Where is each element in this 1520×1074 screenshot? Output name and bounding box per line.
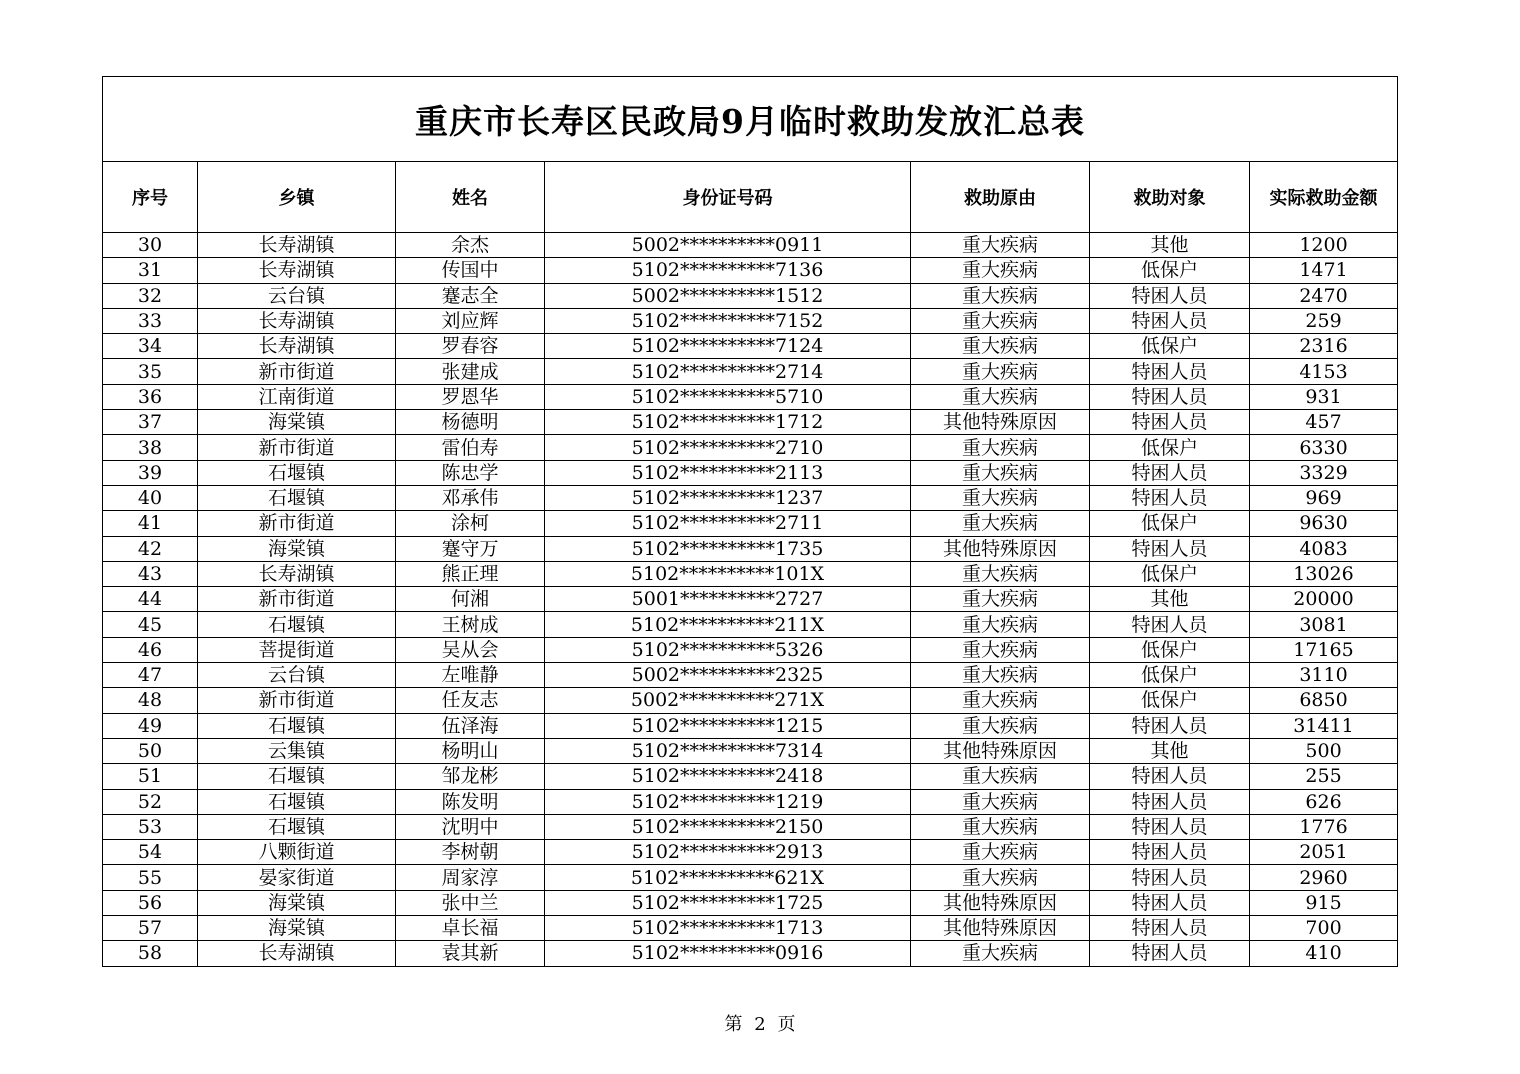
cell-name: 邹龙彬 (396, 764, 545, 789)
cell-name: 张中兰 (396, 890, 545, 915)
cell-amount: 4153 (1250, 359, 1398, 384)
cell-amount: 6850 (1250, 688, 1398, 713)
cell-amount: 4083 (1250, 536, 1398, 561)
cell-serial: 52 (103, 789, 198, 814)
cell-serial: 40 (103, 485, 198, 510)
table-row (103, 941, 1398, 966)
cell-id-number: 5102**********0916 (545, 941, 911, 966)
cell-reason: 重大疾病 (911, 663, 1090, 688)
column-header-recipient-type: 救助对象 (1090, 162, 1250, 233)
cell-township: 长寿湖镇 (198, 308, 396, 333)
cell-township: 石堰镇 (198, 814, 396, 839)
cell-serial: 44 (103, 587, 198, 612)
cell-name: 任友志 (396, 688, 545, 713)
page-number: 2 (754, 1014, 766, 1035)
cell-name: 涂柯 (396, 511, 545, 536)
cell-name: 李树朝 (396, 840, 545, 865)
cell-recipient-type: 特困人员 (1090, 384, 1250, 409)
table-row (103, 410, 1398, 435)
column-header-township: 乡镇 (198, 162, 396, 233)
cell-serial: 30 (103, 233, 198, 258)
cell-township: 海棠镇 (198, 410, 396, 435)
cell-reason: 重大疾病 (911, 435, 1090, 460)
table-row (103, 637, 1398, 662)
cell-township: 石堰镇 (198, 612, 396, 637)
cell-amount: 6330 (1250, 435, 1398, 460)
cell-serial: 39 (103, 460, 198, 485)
cell-amount: 969 (1250, 485, 1398, 510)
cell-amount: 3110 (1250, 663, 1398, 688)
cell-name: 邓承伟 (396, 485, 545, 510)
table-row (103, 890, 1398, 915)
cell-serial: 54 (103, 840, 198, 865)
cell-name: 何湘 (396, 587, 545, 612)
cell-reason: 重大疾病 (911, 485, 1090, 510)
cell-name: 蹇守万 (396, 536, 545, 561)
cell-id-number: 5102**********2711 (545, 511, 911, 536)
cell-reason: 重大疾病 (911, 587, 1090, 612)
cell-name: 周家淳 (396, 865, 545, 890)
cell-reason: 重大疾病 (911, 637, 1090, 662)
cell-reason: 重大疾病 (911, 612, 1090, 637)
cell-recipient-type: 特困人员 (1090, 713, 1250, 738)
cell-name: 熊正理 (396, 561, 545, 586)
cell-id-number: 5002**********1512 (545, 283, 911, 308)
table-row (103, 485, 1398, 510)
cell-amount: 13026 (1250, 561, 1398, 586)
cell-name: 张建成 (396, 359, 545, 384)
cell-serial: 55 (103, 865, 198, 890)
cell-name: 陈发明 (396, 789, 545, 814)
table-row (103, 612, 1398, 637)
cell-serial: 48 (103, 688, 198, 713)
cell-reason: 重大疾病 (911, 308, 1090, 333)
cell-recipient-type: 特困人员 (1090, 840, 1250, 865)
cell-name: 卓长福 (396, 916, 545, 941)
cell-recipient-type: 特困人员 (1090, 916, 1250, 941)
cell-recipient-type: 特困人员 (1090, 283, 1250, 308)
cell-recipient-type: 其他 (1090, 738, 1250, 763)
cell-amount: 457 (1250, 410, 1398, 435)
cell-id-number: 5102**********1713 (545, 916, 911, 941)
cell-name: 雷伯寿 (396, 435, 545, 460)
cell-recipient-type: 特困人员 (1090, 789, 1250, 814)
cell-township: 长寿湖镇 (198, 561, 396, 586)
cell-recipient-type: 特困人员 (1090, 359, 1250, 384)
cell-serial: 49 (103, 713, 198, 738)
cell-recipient-type: 特困人员 (1090, 410, 1250, 435)
cell-id-number: 5102**********2150 (545, 814, 911, 839)
relief-table (102, 76, 1398, 967)
cell-id-number: 5002**********0911 (545, 233, 911, 258)
cell-serial: 32 (103, 283, 198, 308)
cell-serial: 41 (103, 511, 198, 536)
cell-name: 刘应辉 (396, 308, 545, 333)
cell-township: 石堰镇 (198, 713, 396, 738)
cell-township: 新市街道 (198, 359, 396, 384)
cell-amount: 255 (1250, 764, 1398, 789)
table-row (103, 233, 1398, 258)
cell-id-number: 5102**********211X (545, 612, 911, 637)
footer-prefix: 第 (724, 1014, 743, 1035)
cell-township: 石堰镇 (198, 460, 396, 485)
cell-amount: 626 (1250, 789, 1398, 814)
cell-id-number: 5102**********5326 (545, 637, 911, 662)
cell-recipient-type: 特困人员 (1090, 612, 1250, 637)
cell-recipient-type: 特困人员 (1090, 890, 1250, 915)
cell-township: 云台镇 (198, 283, 396, 308)
cell-amount: 20000 (1250, 587, 1398, 612)
cell-reason: 重大疾病 (911, 384, 1090, 409)
cell-recipient-type: 特困人员 (1090, 308, 1250, 333)
cell-township: 海棠镇 (198, 536, 396, 561)
cell-name: 左唯静 (396, 663, 545, 688)
table-row (103, 511, 1398, 536)
cell-township: 长寿湖镇 (198, 258, 396, 283)
cell-reason: 重大疾病 (911, 764, 1090, 789)
cell-id-number: 5102**********2113 (545, 460, 911, 485)
table-row (103, 840, 1398, 865)
cell-serial: 31 (103, 258, 198, 283)
cell-id-number: 5102**********5710 (545, 384, 911, 409)
footer-suffix: 页 (777, 1014, 796, 1035)
cell-township: 云集镇 (198, 738, 396, 763)
table-row (103, 536, 1398, 561)
cell-township: 石堰镇 (198, 485, 396, 510)
cell-recipient-type: 特困人员 (1090, 764, 1250, 789)
cell-reason: 重大疾病 (911, 283, 1090, 308)
cell-reason: 重大疾病 (911, 865, 1090, 890)
table-row (103, 334, 1398, 359)
table-row (103, 814, 1398, 839)
cell-serial: 51 (103, 764, 198, 789)
table-row (103, 283, 1398, 308)
cell-id-number: 5001**********2727 (545, 587, 911, 612)
table-row (103, 587, 1398, 612)
table-row (103, 384, 1398, 409)
cell-amount: 915 (1250, 890, 1398, 915)
cell-amount: 1776 (1250, 814, 1398, 839)
cell-recipient-type: 低保户 (1090, 688, 1250, 713)
cell-name: 杨德明 (396, 410, 545, 435)
cell-id-number: 5102**********1237 (545, 485, 911, 510)
cell-reason: 重大疾病 (911, 688, 1090, 713)
cell-amount: 1200 (1250, 233, 1398, 258)
cell-reason: 重大疾病 (911, 359, 1090, 384)
cell-serial: 37 (103, 410, 198, 435)
cell-recipient-type: 其他 (1090, 233, 1250, 258)
cell-reason: 重大疾病 (911, 233, 1090, 258)
cell-recipient-type: 特困人员 (1090, 460, 1250, 485)
cell-recipient-type: 特困人员 (1090, 941, 1250, 966)
cell-township: 新市街道 (198, 688, 396, 713)
relief-summary-sheet (102, 76, 1397, 967)
cell-recipient-type: 特困人员 (1090, 485, 1250, 510)
table-row (103, 688, 1398, 713)
cell-recipient-type: 特困人员 (1090, 814, 1250, 839)
cell-amount: 2051 (1250, 840, 1398, 865)
cell-serial: 33 (103, 308, 198, 333)
cell-township: 石堰镇 (198, 764, 396, 789)
cell-amount: 410 (1250, 941, 1398, 966)
cell-recipient-type: 低保户 (1090, 637, 1250, 662)
cell-name: 吴从会 (396, 637, 545, 662)
cell-name: 传国中 (396, 258, 545, 283)
cell-reason: 重大疾病 (911, 814, 1090, 839)
cell-id-number: 5102**********7136 (545, 258, 911, 283)
cell-recipient-type: 低保户 (1090, 258, 1250, 283)
table-row (103, 308, 1398, 333)
cell-serial: 53 (103, 814, 198, 839)
table-title: 重庆市长寿区民政局9月临时救助发放汇总表 (103, 77, 1398, 162)
cell-id-number: 5002**********271X (545, 688, 911, 713)
cell-reason: 重大疾病 (911, 941, 1090, 966)
cell-township: 新市街道 (198, 511, 396, 536)
cell-recipient-type: 低保户 (1090, 334, 1250, 359)
cell-name: 蹇志全 (396, 283, 545, 308)
cell-township: 菩提街道 (198, 637, 396, 662)
cell-id-number: 5102**********621X (545, 865, 911, 890)
cell-serial: 58 (103, 941, 198, 966)
cell-amount: 2316 (1250, 334, 1398, 359)
table-row (103, 916, 1398, 941)
table-row (103, 460, 1398, 485)
cell-township: 八颗街道 (198, 840, 396, 865)
page-footer (0, 1010, 1520, 1036)
table-body (103, 233, 1398, 967)
table-row (103, 561, 1398, 586)
cell-township: 海棠镇 (198, 890, 396, 915)
cell-name: 伍泽海 (396, 713, 545, 738)
column-header-name: 姓名 (396, 162, 545, 233)
cell-id-number: 5102**********2913 (545, 840, 911, 865)
cell-id-number: 5102**********1735 (545, 536, 911, 561)
cell-recipient-type: 低保户 (1090, 435, 1250, 460)
cell-name: 余杰 (396, 233, 545, 258)
cell-reason: 重大疾病 (911, 511, 1090, 536)
cell-id-number: 5102**********1712 (545, 410, 911, 435)
cell-id-number: 5102**********2714 (545, 359, 911, 384)
cell-amount: 500 (1250, 738, 1398, 763)
table-row (103, 258, 1398, 283)
cell-reason: 重大疾病 (911, 561, 1090, 586)
cell-township: 新市街道 (198, 587, 396, 612)
cell-serial: 56 (103, 890, 198, 915)
cell-township: 云台镇 (198, 663, 396, 688)
cell-serial: 46 (103, 637, 198, 662)
column-header-serial: 序号 (103, 162, 198, 233)
cell-township: 新市街道 (198, 435, 396, 460)
cell-serial: 50 (103, 738, 198, 763)
cell-amount: 931 (1250, 384, 1398, 409)
cell-serial: 34 (103, 334, 198, 359)
table-row (103, 738, 1398, 763)
cell-name: 陈忠学 (396, 460, 545, 485)
cell-serial: 45 (103, 612, 198, 637)
cell-name: 王树成 (396, 612, 545, 637)
cell-reason: 重大疾病 (911, 713, 1090, 738)
cell-reason: 其他特殊原因 (911, 890, 1090, 915)
title-row (103, 77, 1398, 162)
cell-serial: 36 (103, 384, 198, 409)
cell-name: 罗春容 (396, 334, 545, 359)
cell-reason: 其他特殊原因 (911, 536, 1090, 561)
cell-id-number: 5102**********2418 (545, 764, 911, 789)
column-header-reason: 救助原由 (911, 162, 1090, 233)
cell-id-number: 5102**********1215 (545, 713, 911, 738)
cell-name: 罗恩华 (396, 384, 545, 409)
cell-recipient-type: 特困人员 (1090, 536, 1250, 561)
table-row (103, 764, 1398, 789)
cell-township: 长寿湖镇 (198, 941, 396, 966)
cell-amount: 17165 (1250, 637, 1398, 662)
cell-reason: 重大疾病 (911, 334, 1090, 359)
cell-township: 海棠镇 (198, 916, 396, 941)
cell-reason: 重大疾病 (911, 840, 1090, 865)
cell-township: 晏家街道 (198, 865, 396, 890)
cell-id-number: 5002**********2325 (545, 663, 911, 688)
cell-township: 江南街道 (198, 384, 396, 409)
cell-id-number: 5102**********1219 (545, 789, 911, 814)
cell-serial: 47 (103, 663, 198, 688)
cell-amount: 2960 (1250, 865, 1398, 890)
cell-recipient-type: 低保户 (1090, 561, 1250, 586)
cell-amount: 31411 (1250, 713, 1398, 738)
header-row (103, 162, 1398, 233)
cell-name: 沈明中 (396, 814, 545, 839)
cell-township: 长寿湖镇 (198, 334, 396, 359)
cell-reason: 其他特殊原因 (911, 410, 1090, 435)
cell-recipient-type: 特困人员 (1090, 865, 1250, 890)
cell-id-number: 5102**********7152 (545, 308, 911, 333)
cell-id-number: 5102**********101X (545, 561, 911, 586)
cell-reason: 重大疾病 (911, 460, 1090, 485)
table-row (103, 435, 1398, 460)
table-row (103, 663, 1398, 688)
cell-amount: 9630 (1250, 511, 1398, 536)
cell-serial: 42 (103, 536, 198, 561)
cell-recipient-type: 其他 (1090, 587, 1250, 612)
cell-amount: 2470 (1250, 283, 1398, 308)
table-row (103, 713, 1398, 738)
table-row (103, 359, 1398, 384)
column-header-amount: 实际救助金额 (1250, 162, 1398, 233)
cell-id-number: 5102**********7124 (545, 334, 911, 359)
cell-amount: 259 (1250, 308, 1398, 333)
column-header-id-number: 身份证号码 (545, 162, 911, 233)
cell-name: 袁其新 (396, 941, 545, 966)
table-row (103, 865, 1398, 890)
cell-amount: 1471 (1250, 258, 1398, 283)
table-row (103, 789, 1398, 814)
cell-serial: 38 (103, 435, 198, 460)
cell-serial: 35 (103, 359, 198, 384)
cell-id-number: 5102**********1725 (545, 890, 911, 915)
cell-amount: 3329 (1250, 460, 1398, 485)
cell-serial: 43 (103, 561, 198, 586)
cell-amount: 3081 (1250, 612, 1398, 637)
cell-reason: 其他特殊原因 (911, 916, 1090, 941)
cell-id-number: 5102**********2710 (545, 435, 911, 460)
cell-recipient-type: 低保户 (1090, 663, 1250, 688)
cell-serial: 57 (103, 916, 198, 941)
cell-recipient-type: 低保户 (1090, 511, 1250, 536)
cell-name: 杨明山 (396, 738, 545, 763)
cell-id-number: 5102**********7314 (545, 738, 911, 763)
cell-amount: 700 (1250, 916, 1398, 941)
cell-reason: 重大疾病 (911, 789, 1090, 814)
cell-reason: 其他特殊原因 (911, 738, 1090, 763)
cell-township: 石堰镇 (198, 789, 396, 814)
cell-reason: 重大疾病 (911, 258, 1090, 283)
cell-township: 长寿湖镇 (198, 233, 396, 258)
